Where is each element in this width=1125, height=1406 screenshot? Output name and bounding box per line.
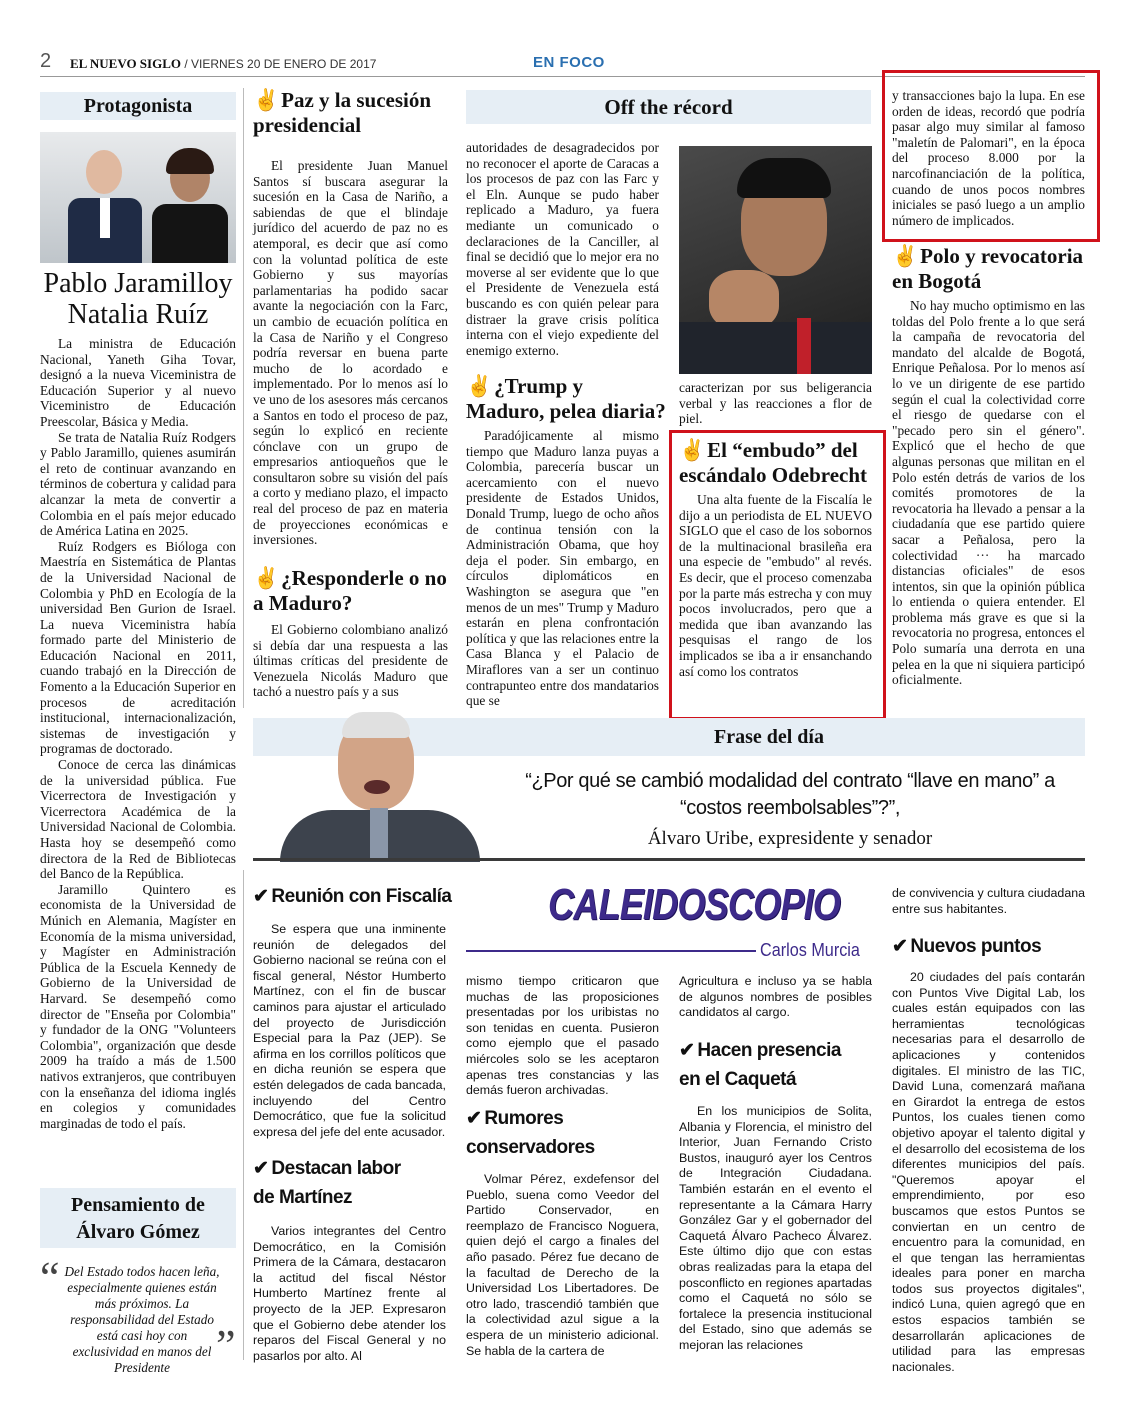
section-label: EN FOCO [533, 54, 605, 71]
heading-destacan-text2: de Martínez [253, 1187, 353, 1208]
col4-body-1 [679, 380, 872, 427]
caleidoscopio-rule [466, 950, 756, 952]
hacen-body [679, 1104, 872, 1354]
heading-reunion-text: Reunión con Fiscalía [271, 886, 452, 907]
heading-reunion [253, 882, 453, 911]
caleidoscopio-title: CALEIDOSCOPIO [548, 880, 841, 929]
heading-trump-maduro [466, 374, 666, 424]
reunion-paragraph: Se espera que una inminente reunión de delegados del Gobierno nacional se reúna con el fiscal general, Néstor Humberto Martínez, con el fin de buscar caminos para ajustar el articulado del proyecto de Jurisdicción Especial para la Paz (JEP). Se afirma en los corrillos políticos que en dicha reunión se espera que estén delegados de cada bancada, incluyendo del Centro Democrático, que fue la solicitud expresa del jefe del ente acusador. [253, 922, 446, 1139]
peace-hand-icon: ✌ [892, 244, 919, 268]
nuevos-body [892, 970, 1085, 1375]
frase-rule [253, 858, 1085, 861]
peace-hand-icon: ✌ [253, 566, 280, 590]
nuevos-paragraph: 20 ciudades del país contarán con Puntos Vive Digital Lab, los cuales están equipados con las herramientas tecnológicas necesarias para el desarrollo de aplicaciones y contenidos digitales. El ministro de las TIC, David Luna, comenzará mañana en Girardot la entrega de estos Puntos, los cuales tienen como objetivo apoyar el talento digital y el desarrollo del ecosistema de los diferentes municipios del país. "Queremos apoyar el emprendimiento, por eso buscamos que estos Puntos se conviertan en un centro de encuentro para la comunidad, en el que tengan las herramientas ideales para poner en marcha todos sus proyectos digitales", indicó Luna, quien agregó que en estos espacios también se desarrollarán aplicaciones de utilidad para las empresas nacionales. [892, 970, 1085, 1374]
destacan-body [253, 1224, 446, 1364]
cal-col5-body-1 [892, 886, 1085, 917]
caleidoscopio-author: Carlos Murcia [760, 940, 860, 960]
frase-title: Frase del día [714, 726, 824, 748]
responderle-paragraph: El Gobierno colombiano analizó si debía dar una respuesta a las últimas críticas del presidente de Venezuela Nicolás Maduro que tachó a nuestro país y a sus [253, 622, 448, 700]
uribistas-paragraph: mismo tiempo criticaron que muchas de las proposiciones presentadas por los uribistas no son tenidas en cuenta. Pusieron como ejemplo que el pasado miércoles solo se les aceptaron apenas tres constancias y las demás fueron archivadas. [466, 974, 659, 1098]
trump-paragraph: Paradójicamente al mismo tiempo que Maduro lanza puyas a Colombia, parecería buscar un acercamiento con el nuevo presidente de Estados Unidos, Donald Trump, luego de ocho años de continua tensión con la Administración Obama, que hoy deja el poder. Sin embargo, en círculos diplomáticos en Washington se asegura que "en menos de un mes" Trump y Maduro estarán en plena confrontación política y que las relaciones entre la Casa Blanca y el Palacio de Miraflores van a ser un continuo contrapunteo entre dos mandatarios que se [466, 428, 659, 709]
masthead [70, 56, 376, 72]
paz-paragraph: El presidente Juan Manuel Santos sí buscara asegurar la sucesión en la Casa de Nariño, a sabiendas de que el blindaje jurídico del acuerdo de paz no es atemporal, es decir que así como con la voluntad política de este Gobierno y sus mayorías parlamentarias ha podido sacar avante la negociación con la Farc, un cambio de ecuación política en la Casa de Nariño y el Congreso podría reversar en buena parte mucho de lo acordado e implementado. Por lo menos así lo ve uno de los asesores más cercanos a Santos en todo el proceso de paz, según lo explicó en reciente cónclave con un grupo de empresarios antioqueños que le consultaron sobre su visión del país a corto y mediano plazo, el impacto real del proceso de paz en materia de proyecciones económicas e inversiones. [253, 158, 448, 548]
protagonista-title: Protagonista [40, 92, 236, 120]
heading-hacen-text1: Hacen presencia [697, 1040, 841, 1061]
cal-col4-body-1 [679, 974, 872, 1021]
masthead-name: EL NUEVO SIGLO [70, 56, 181, 71]
col5-body-2 [892, 298, 1085, 688]
off-record-title: Off the récord [466, 90, 871, 124]
col2-body-2 [253, 622, 448, 700]
check-icon: ✔ [679, 1040, 695, 1061]
convivencia-paragraph: de convivencia y cultura ciudadana entre sus habitantes. [892, 886, 1085, 916]
peace-hand-icon: ✌ [466, 374, 493, 398]
frase-author: Álvaro Uribe, expresidente y senador [647, 828, 933, 849]
protagonista-p3: Ruíz Rodgers es Bióloga con Maestría en Sistemática de Plantas de la Universidad Nacional de Colombia y PhD en Ecología de la universidad Ben Gurion de Israel. La nueva Viceministra había formado parte del Ministerio de Educación Nacional en 2011, cuando trabajó en la Dirección de Fomento a la Educación Superior en procesos de acreditación institucional, internacionalización, sistemas de investigación y programas de doctorado. [40, 538, 236, 757]
heading-polo-text: Polo y revocatoria en Bogotá [892, 244, 1084, 293]
heading-trump-text: ¿Trump y Maduro, pelea diaria? [466, 374, 666, 423]
column-divider [243, 88, 244, 708]
heading-destacan [253, 1154, 453, 1212]
heading-nuevos-text: Nuevos puntos [910, 936, 1042, 957]
heading-hacen [679, 1036, 879, 1094]
beligerancia-paragraph: caracterizan por sus beligerancia verbal y las reacciones a flor de piel. [679, 380, 872, 427]
quote-open-mark: “ [40, 1253, 60, 1302]
heading-hacen-text2: en el Caquetá [679, 1069, 797, 1090]
frase-quote: “¿Por qué se cambió modalidad del contrato “llave en mano” a “costos reembolsables”?”, [525, 770, 1055, 819]
rumores-body [466, 1172, 659, 1359]
heading-responderle [253, 566, 453, 616]
protagonista-body [40, 336, 236, 1131]
portrait-photo [40, 132, 236, 263]
pensamiento-quote: Del Estado todos hacen leña, especialmente quienes están más próximos. La responsabilidad del Estado está casi hoy con exclusividad en manos del Presidente [64, 1264, 220, 1375]
embudo-paragraph: Una alta fuente de la Fiscalía le dijo a un periodista de EL NUEVO SIGLO que el caso de los sobornos de la multinacional brasileña era una especie de "embudo" al revés. Es decir, que el proceso comenzaba por la parte más estrecha y con muy pocos involucrados, pero que a medida que iban avanzando las pesquisas el rango de los implicados se iba a ir ensanchando así como los contratos [679, 492, 872, 679]
col3-body-1 [466, 140, 659, 358]
check-icon: ✔ [253, 886, 269, 907]
heading-rumores-text2: conservadores [466, 1137, 595, 1158]
agricultura-paragraph: Agricultura e incluso ya se habla de algunos nombres de posibles candidatos al cargo. [679, 974, 872, 1020]
peace-hand-icon: ✌ [253, 88, 280, 112]
heading-responderle-text: ¿Responderle o no a Maduro? [253, 566, 447, 615]
palomari-paragraph: y transacciones bajo la lupa. En ese orden de ideas, recordó que podría pasar algo muy similar al famoso "maletín de Palomari", en la época del proceso 8.000 por la narcofinanciación de la política, cuando de unos pocos nombres iniciales se pasó luego a un amplio número de implicados. [892, 88, 1085, 228]
maduro-photo [679, 146, 872, 374]
heading-nuevos [892, 932, 1092, 961]
page-number: 2 [40, 50, 52, 72]
check-icon: ✔ [253, 1158, 269, 1179]
heading-rumores [466, 1104, 666, 1162]
heading-rumores-text1: Rumores [484, 1108, 564, 1129]
col2-body-1 [253, 158, 448, 548]
protagonista-p2: Se trata de Natalia Ruíz Rodgers y Pablo Jaramillo, quienes asumirán el reto de continuar avanzando en términos de cobertura y calidad para alcanzar la meta de convertir a Colombia en el país mejor educado de América Latina en 2025. [40, 429, 236, 539]
heading-paz-sucesion [253, 88, 453, 138]
col3-body-2 [466, 428, 659, 709]
heading-paz-text: Paz y la sucesión presidencial [253, 88, 432, 137]
quote-close-mark: ” [216, 1321, 236, 1370]
protagonista-p5: Jaramillo Quintero es economista de la Universidad de Múnich en Alemania, Magíster en Economía de la misma universidad, y Magíster en Administración Pública de la Escuela Kennedy de Gobierno de la Universidad de Harvard. Se desempeñó como director de "Enseña por Colombia" y fundador de la ONG "Volunteers Colombia", organización que desde 2009 ha traído a más de 1.500 nativos extranjeros, que contribuyen con la enseñanza del idioma inglés en colegios y comunidades marginadas de todo el país. [40, 881, 236, 1131]
heading-destacan-text1: Destacan labor [271, 1158, 401, 1179]
pensamiento-title: Pensamiento de Álvaro Gómez [40, 1188, 236, 1248]
heading-polo [892, 244, 1092, 294]
heading-embudo-text: El “embudo” del escándalo Odebrecht [679, 438, 868, 487]
polo-paragraph: No hay mucho optimismo en las toldas del Polo frente a lo que será la campaña de revocatoria del mandato del alcalde de Bogotá, Enrique Peñalosa. Por lo menos así lo ve un dirigente de ese partido según el cual la colectividad corre el riesgo de quedarse con el "pecado pero sin el género". Explicó que el hecho de que algunas personas que militan en el Polo estén detrás de varios de los comités promotores de la revocatoria ha llevado a pensar a la ciudadanía que ese partido quiere sacar a Peñalosa, pero la colectividad ··· ha marcado distancias oficiales" de esos intentos, sin que la opinión pública lo entienda o quiera entender. El problema más grave es que si la revocatoria no progresa, entonces el Polo sumaría una derrota en una pelea en la que ni siquiera participó oficialmente. [892, 298, 1085, 688]
peace-hand-icon: ✌ [679, 438, 706, 462]
hacen-paragraph: En los municipios de Solita, Albania y Florencia, el ministro del Interior, Juan Fernando Cristo Bustos, inauguró ayer los Centros de Integración Ciudadana. También estarán en el evento el representante a la Cámara Harry González Gar y el gobernador del Caquetá Álvaro Pacheco Álvarez. Este último dijo que con estas obras realizadas para la etapa del posconflicto en regiones apartadas como el Caquetá no sólo se fortalece la presencia institucional del Estado, sino que además se mejoran las relaciones [679, 1104, 872, 1352]
heading-embudo [679, 438, 879, 488]
masthead-date: / VIERNES 20 DE ENERO DE 2017 [184, 57, 377, 71]
check-icon: ✔ [466, 1108, 482, 1129]
cal-col3-body-1 [466, 974, 659, 1099]
protagonista-p1: La ministra de Educación Nacional, Yaneth Giha Tovar, designó a la nueva Viceministra de Educación Superior y al nuevo Viceministro de Educación Preescolar, Básica y Media. [40, 336, 236, 429]
protagonista-p4: Conoce de cerca las dinámicas de la universidad pública. Fue Vicerrectora de Investigación y Vicerrectora Académica de la Universidad Nacional de Colombia. Hasta hoy se desempeñó como directora de la Red de Bibliotecas del Banco de la República. [40, 757, 236, 882]
check-icon: ✔ [892, 936, 908, 957]
protagonista-names: Pablo Jaramilloy Natalia Ruíz [43, 268, 233, 330]
column-divider [243, 870, 244, 1360]
uribe-photo [280, 712, 480, 862]
col4-body-2 [679, 492, 872, 679]
reunion-body [253, 922, 446, 1140]
heading-destacan-line1 [253, 1154, 453, 1183]
col5-body-1 [892, 88, 1085, 228]
heading-hacen-line1 [679, 1036, 879, 1065]
destacan-paragraph: Varios integrantes del Centro Democrático, en la Comisión Primera de la Cámara, destacaron la actitud del fiscal Néstor Humberto Martínez frente al proyecto de la JEP. Expresaron que el Gobierno debe atender los reparos del Fiscal General y no pasarlos por alto. Al [253, 1224, 446, 1363]
off-record-paragraph: autoridades de desagradecidos por no reconocer el aporte de Caracas a los procesos de paz con las Farc y el Eln. Aunque se pudo haber replicado a Maduro, ya fuera mediante un comunicado o declaraciones de la Canciller, al final se decidió que lo mejor era no moverse al ser evidente que lo que el Presidente de Venezuela está buscando es con quién pelear para distraer la grave crisis política interna con el viejo expediente del enemigo externo. [466, 140, 659, 358]
heading-rumores-line1 [466, 1104, 666, 1133]
rumores-paragraph: Volmar Pérez, exdefensor del Pueblo, suena como Veedor del Partido Conservador, en reemplazo de Francisco Noguera, quien dejó el cargo a finales del año pasado. Pérez fue decano de la facultad de Derecho de la Universidad Los Libertadores. De otro lado, trascendió también que la colectividad azul sigue a la espera de un ministerio adicional. Se habla de la cartera de [466, 1172, 659, 1358]
